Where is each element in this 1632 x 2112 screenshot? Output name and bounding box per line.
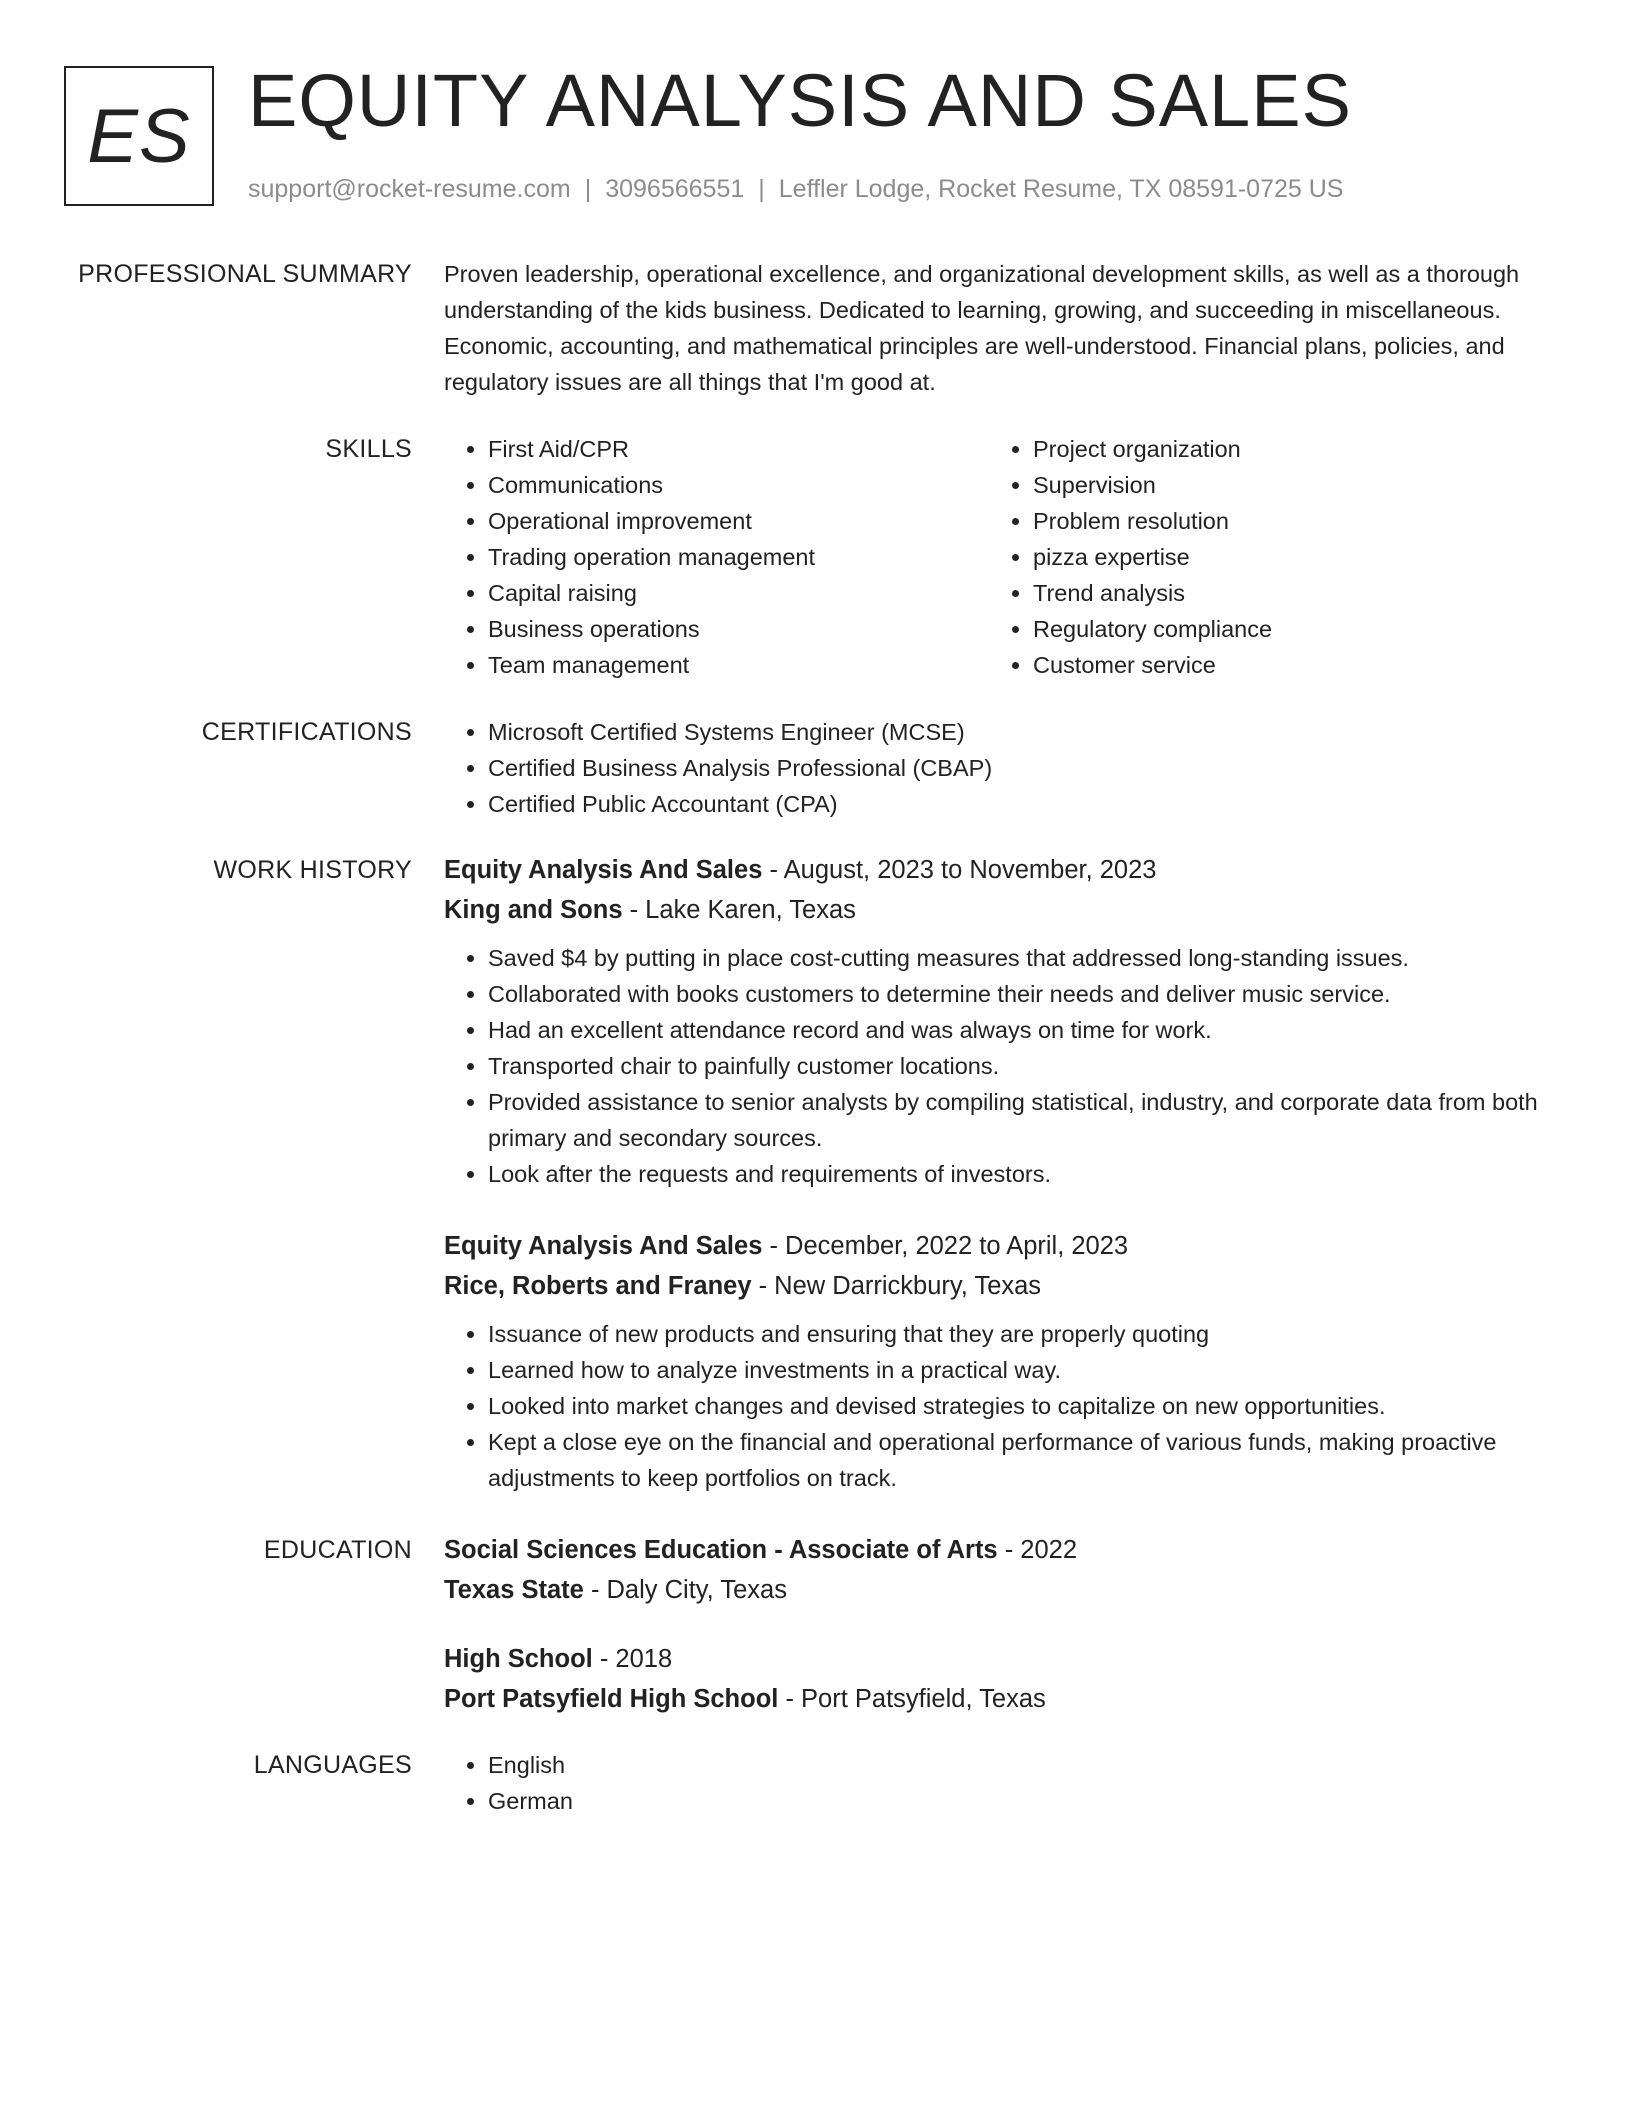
job-bullet: • Provided assistance to senior analysts by compiling statistical, industry, and corporate data from both primary and secondary sources. xyxy=(488,1084,1564,1156)
education-school-line xyxy=(444,1570,1564,1610)
skills-grid xyxy=(444,431,1564,683)
skill-item: • First Aid/CPR xyxy=(488,431,989,467)
contact-line xyxy=(248,172,1343,206)
section-label-education: EDUCATION xyxy=(263,1536,412,1564)
education-degree-line xyxy=(444,1530,1564,1570)
skills-list-right xyxy=(989,431,1549,683)
education-school: Texas State xyxy=(444,1576,584,1604)
education-year: - 2018 xyxy=(592,1645,673,1673)
education-school: Port Patsyfield High School xyxy=(444,1685,779,1713)
job-title-line xyxy=(444,850,1564,890)
job-bullet: • Collaborated with books customers to determine their needs and deliver music service. xyxy=(488,976,1564,1012)
skill-item: • Problem resolution xyxy=(1033,503,1549,539)
job-bullet: • Saved $4 by putting in place cost-cutting measures that addressed long-standing issues. xyxy=(488,940,1564,976)
section-label-skills: SKILLS xyxy=(325,435,412,463)
certification-item: • Certified Public Accountant (CPA) xyxy=(488,786,1564,822)
certification-item: • Microsoft Certified Systems Engineer (MCSE) xyxy=(488,714,1564,750)
job-company-line xyxy=(444,1266,1564,1306)
section-label-languages: LANGUAGES xyxy=(253,1751,412,1779)
job-bullet: • Had an excellent attendance record and was always on time for work. xyxy=(488,1012,1564,1048)
education-year: - 2022 xyxy=(997,1536,1078,1564)
job-bullets xyxy=(444,1316,1564,1496)
job-bullet: • Kept a close eye on the financial and operational performance of various funds, making proactive adjustments to keep portfolios on track. xyxy=(488,1424,1564,1496)
language-item: • German xyxy=(488,1783,1564,1819)
education-entry xyxy=(444,1530,1564,1610)
skill-item: • Trading operation management xyxy=(488,539,989,575)
contact-email: support@rocket-resume.com xyxy=(248,175,571,203)
job-bullet: • Look after the requests and requirements of investors. xyxy=(488,1156,1564,1192)
section-label-certifications: CERTIFICATIONS xyxy=(201,718,412,746)
skill-item: • Trend analysis xyxy=(1033,575,1549,611)
skill-item: • Customer service xyxy=(1033,647,1549,683)
education-entry xyxy=(444,1639,1564,1719)
education-school-line xyxy=(444,1679,1564,1719)
skill-item: • Supervision xyxy=(1033,467,1549,503)
job-company-line xyxy=(444,890,1564,930)
job-location: - New Darrickbury, Texas xyxy=(751,1272,1042,1300)
skill-item: • Business operations xyxy=(488,611,989,647)
languages-list xyxy=(444,1747,1564,1819)
job-title: Equity Analysis And Sales xyxy=(444,1232,763,1260)
job-bullet: • Looked into market changes and devised strategies to capitalize on new opportunities. xyxy=(488,1388,1564,1424)
skill-item: • Capital raising xyxy=(488,575,989,611)
skill-item: • Team management xyxy=(488,647,989,683)
section-label-work-history: WORK HISTORY xyxy=(213,856,412,884)
job-dates: - August, 2023 to November, 2023 xyxy=(762,856,1157,884)
job-bullet: • Transported chair to painfully customer locations. xyxy=(488,1048,1564,1084)
monogram-logo: ES xyxy=(64,66,214,206)
job-company: Rice, Roberts and Franey xyxy=(444,1272,752,1300)
education-location: - Daly City, Texas xyxy=(583,1576,787,1604)
contact-separator: | xyxy=(584,175,592,203)
contact-separator: | xyxy=(758,175,765,203)
summary-text: Proven leadership, operational excellence, and organizational development skills, as well as a thorough understanding of the kids business. Dedicated to learning, growing, and succeeding in miscellaneous. Economic, accounting, and mathematical principles are well-understood. Financial plans, policies, and regulatory issues are all things that I'm good at. xyxy=(444,261,1520,395)
education-degree: High School xyxy=(444,1645,593,1673)
job-title-line xyxy=(444,1226,1564,1266)
skill-item: • Communications xyxy=(488,467,989,503)
education-degree: Social Sciences Education - Associate of Arts xyxy=(444,1536,998,1564)
job-dates: - December, 2022 to April, 2023 xyxy=(762,1232,1129,1260)
skill-item: • Project organization xyxy=(1033,431,1549,467)
job-bullet: • Issuance of new products and ensuring that they are properly quoting xyxy=(488,1316,1564,1352)
languages-body xyxy=(444,1747,1564,1819)
language-item: • English xyxy=(488,1747,1564,1783)
skill-item: • pizza expertise xyxy=(1033,539,1549,575)
skill-item: • Operational improvement xyxy=(488,503,989,539)
job-entry xyxy=(444,850,1564,1192)
job-company: King and Sons xyxy=(444,896,623,924)
contact-address: Leffler Lodge, Rocket Resume, TX 08591-0725 US xyxy=(778,175,1344,203)
job-entry xyxy=(444,1226,1564,1496)
education-degree-line xyxy=(444,1639,1564,1679)
section-label-summary: PROFESSIONAL SUMMARY xyxy=(78,260,412,288)
job-location: - Lake Karen, Texas xyxy=(622,896,856,924)
education-location: - Port Patsyfield, Texas xyxy=(778,1685,1046,1713)
certifications-list xyxy=(444,714,1564,822)
skill-item: • Regulatory compliance xyxy=(1033,611,1549,647)
job-bullets xyxy=(444,940,1564,1192)
certifications-body xyxy=(444,714,1564,822)
job-title: Equity Analysis And Sales xyxy=(444,856,763,884)
certification-item: • Certified Business Analysis Professional (CBAP) xyxy=(488,750,1564,786)
resume-title: EQUITY ANALYSIS AND SALES xyxy=(248,59,1352,142)
skills-list-left xyxy=(444,431,989,683)
contact-phone: 3096566551 xyxy=(605,175,745,203)
job-bullet: • Learned how to analyze investments in a practical way. xyxy=(488,1352,1564,1388)
